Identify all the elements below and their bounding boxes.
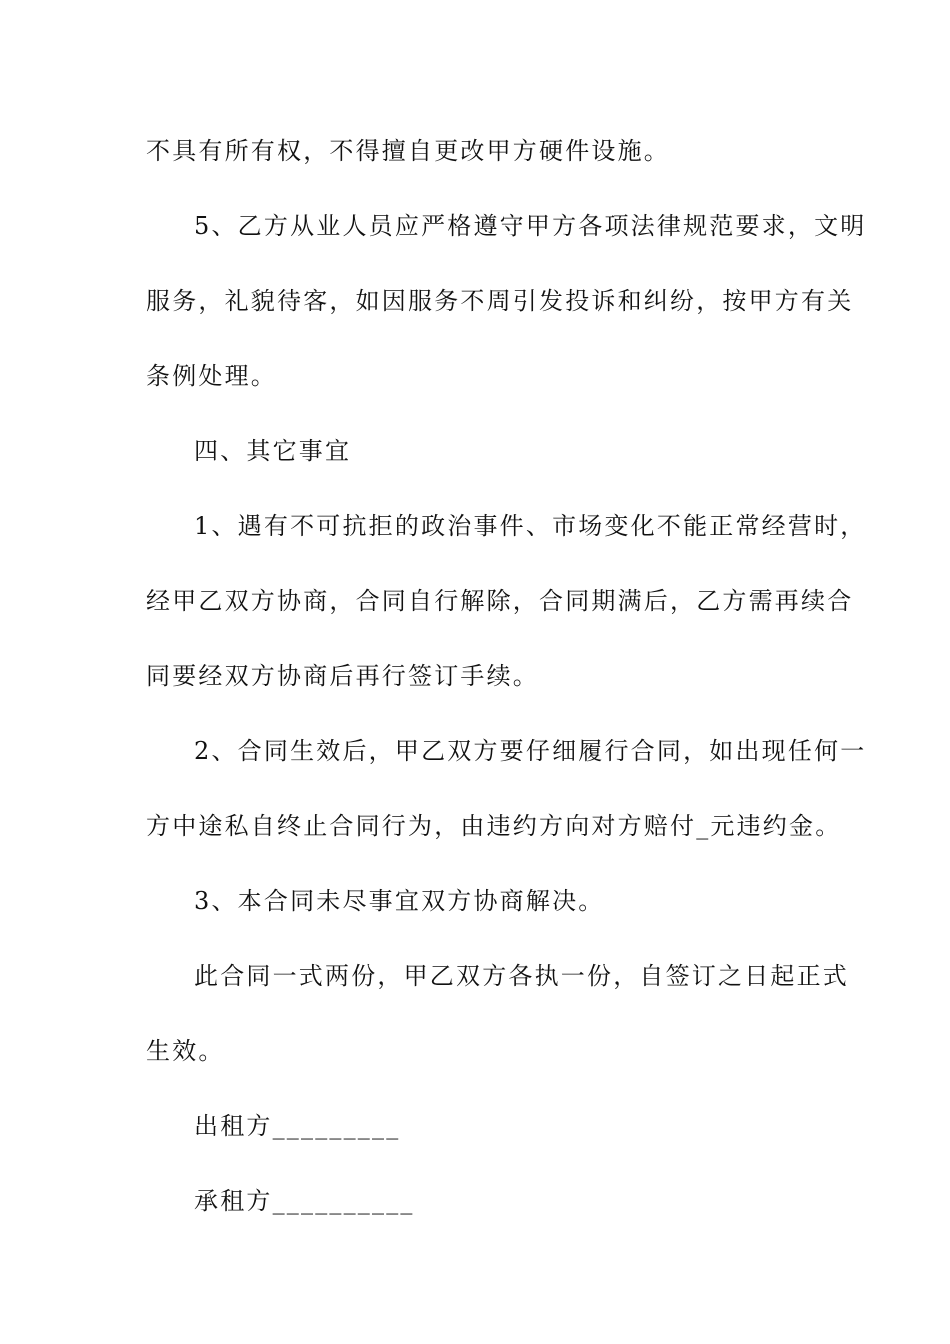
section-heading: 四、其它事宜 bbox=[194, 437, 352, 465]
paragraph-line: 2、合同生效后，甲乙双方要仔细履行合同，如出现任何一 bbox=[194, 737, 867, 765]
paragraph-line: 生效。 bbox=[146, 1037, 225, 1065]
paragraph-line: 5、乙方从业人员应严格遵守甲方各项法律规范要求，文明 bbox=[194, 212, 867, 240]
paragraph-line: 此合同一式两份，甲乙双方各执一份，自签订之日起正式 bbox=[194, 962, 849, 990]
paragraph-line: 同要经双方协商后再行签订手续。 bbox=[146, 662, 539, 690]
paragraph-line: 条例处理。 bbox=[146, 362, 277, 390]
paragraph-line: 不具有所有权，不得擅自更改甲方硬件设施。 bbox=[146, 137, 670, 165]
paragraph-line: 3、本合同未尽事宜双方协商解决。 bbox=[194, 887, 605, 915]
paragraph-line: 1、遇有不可抗拒的政治事件、市场变化不能正常经营时， bbox=[194, 512, 867, 540]
paragraph-line: 方中途私自终止合同行为，由违约方向对方赔付_元违约金。 bbox=[146, 812, 842, 840]
lessee-signature-line: 承租方__________ bbox=[194, 1187, 415, 1215]
paragraph-line: 经甲乙双方协商，合同自行解除，合同期满后，乙方需再续合 bbox=[146, 587, 854, 615]
paragraph-line: 服务，礼貌待客，如因服务不周引发投诉和纠纷，按甲方有关 bbox=[146, 287, 854, 315]
lessor-signature-line: 出租方_________ bbox=[194, 1112, 401, 1140]
